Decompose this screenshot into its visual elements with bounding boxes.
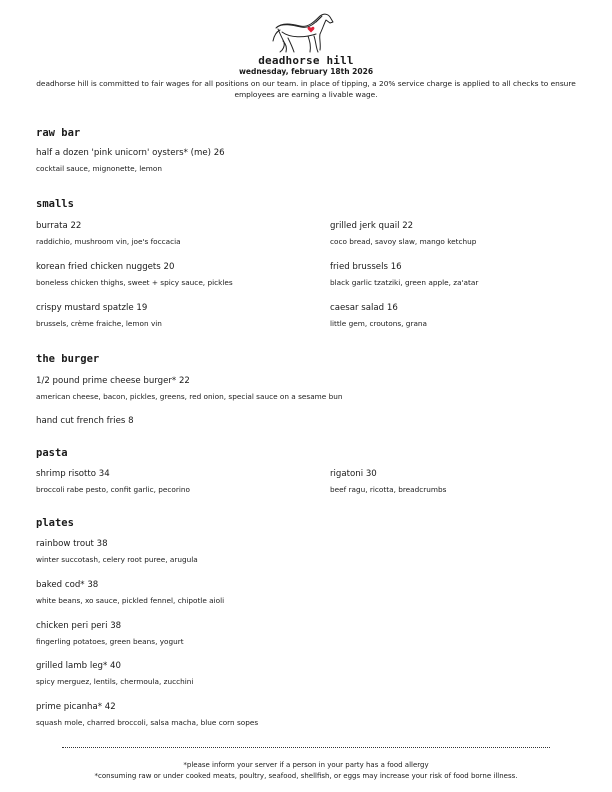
item-description: fingerling potatoes, green beans, yogurt [36, 637, 184, 646]
item-description: brussels, crème fraiche, lemon vin [36, 319, 162, 328]
section-plates-title: plates [36, 517, 74, 529]
menu-item [330, 303, 580, 329]
item-description: squash mole, charred broccoli, salsa macha, blue corn sopes [36, 718, 259, 727]
item-name: burrata 22 [36, 221, 82, 231]
item-description: beef ragu, ricotta, breadcrumbs [330, 485, 447, 494]
menu-item [36, 221, 316, 247]
heart-icon [308, 27, 315, 33]
item-name: fried brussels 16 [330, 262, 402, 272]
item-description: raddichio, mushroom vin, joe's foccacia [36, 237, 181, 246]
menu-item [36, 702, 576, 728]
section-smalls-title: smalls [36, 198, 74, 210]
section-burger-title: the burger [36, 353, 100, 365]
section-raw-bar-title: raw bar [36, 127, 81, 139]
item-name: half a dozen 'pink unicorn' oysters* (me) 26 [36, 148, 225, 158]
item-description: cocktail sauce, mignonette, lemon [36, 164, 162, 173]
item-name: korean fried chicken nuggets 20 [36, 262, 175, 272]
menu-item [330, 262, 580, 288]
item-description: little gem, croutons, grana [330, 319, 428, 328]
item-name: grilled lamb leg* 40 [36, 661, 121, 671]
menu-item [36, 303, 316, 329]
menu-item [36, 376, 576, 402]
menu-item [36, 262, 316, 288]
raw-food-warning: *consuming raw or under cooked meats, poultry, seafood, shellfish, or eggs may increase your risk of food borne illness. [94, 772, 518, 780]
item-name: shrimp risotto 34 [36, 469, 110, 479]
menu-item [36, 416, 316, 427]
item-description: white beans, xo sauce, pickled fennel, chipotle aioli [36, 596, 225, 605]
menu-item [36, 148, 576, 174]
item-description: boneless chicken thighs, sweet + spicy sauce, pickles [36, 278, 233, 287]
item-name: rainbow trout 38 [36, 539, 108, 549]
item-name: grilled jerk quail 22 [330, 221, 414, 231]
section-pasta-title: pasta [36, 447, 68, 459]
restaurant-name: deadhorse hill [258, 54, 354, 67]
menu-item [330, 221, 580, 247]
horse-logo-icon [270, 8, 342, 56]
item-description: coco bread, savoy slaw, mango ketchup [330, 237, 477, 246]
item-name: 1/2 pound prime cheese burger* 22 [36, 376, 190, 386]
item-name: crispy mustard spatzle 19 [36, 303, 148, 313]
item-name: prime picanha* 42 [36, 702, 116, 712]
menu-item [36, 580, 576, 606]
item-name: caesar salad 16 [330, 303, 398, 313]
menu-item [36, 661, 576, 687]
item-description: american cheese, bacon, pickles, greens, red onion, special sauce on a sesame bun [36, 392, 343, 401]
item-name: chicken peri peri 38 [36, 621, 122, 631]
item-description: broccoli rabe pesto, confit garlic, pecorino [36, 485, 190, 494]
menu-item [36, 539, 576, 565]
menu-date: wednesday, february 18th 2026 [238, 67, 374, 76]
item-name: rigatoni 30 [330, 469, 377, 479]
menu-item [36, 469, 316, 495]
wage-note: deadhorse hill is committed to fair wages for all positions on our team. in place of tipping, a 20% service charge is applied to all checks to ensure employees are earning a livable wage. [36, 79, 576, 99]
item-name: hand cut french fries 8 [36, 416, 134, 426]
menu-item [36, 621, 576, 647]
menu-item [330, 469, 580, 495]
item-description: spicy merguez, lentils, chermoula, zucchini [36, 677, 194, 686]
item-description: winter succotash, celery root puree, arugula [36, 555, 198, 564]
footer-divider [62, 747, 550, 748]
allergy-note: *please inform your server if a person in your party has a food allergy [183, 761, 429, 769]
item-name: baked cod* 38 [36, 580, 99, 590]
item-description: black garlic tzatziki, green apple, za'atar [330, 278, 479, 287]
